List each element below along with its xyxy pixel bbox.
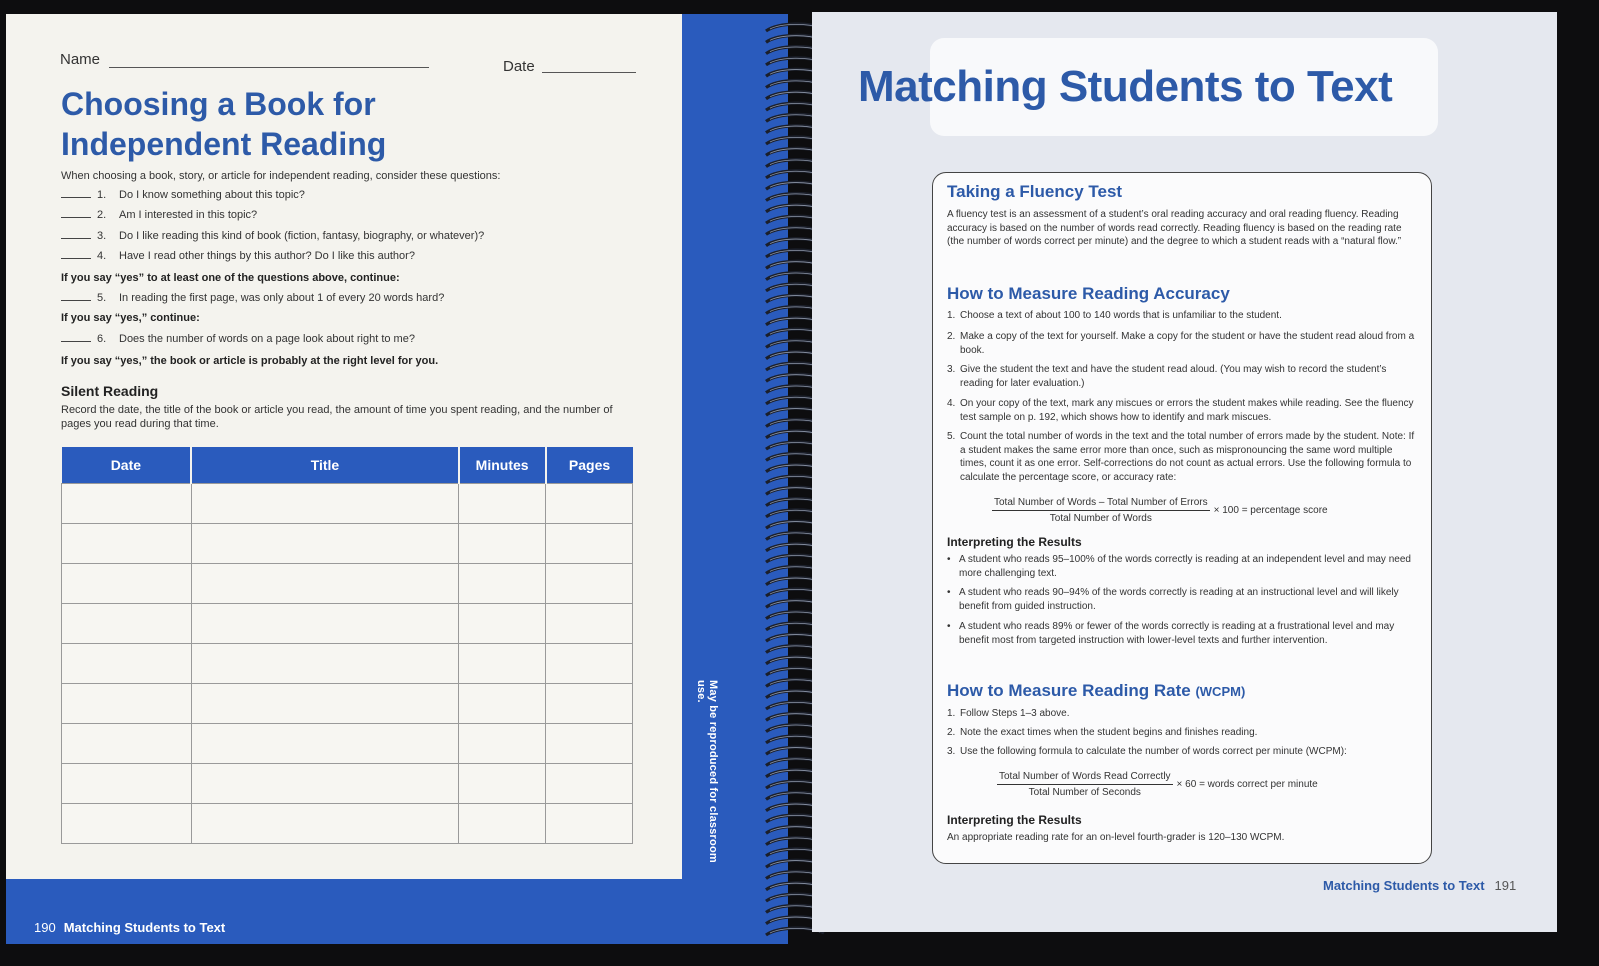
reproduction-note: May be reproduced for classroom use.: [695, 680, 719, 863]
step-number: 1.: [947, 708, 956, 719]
accuracy-heading: How to Measure Reading Accuracy: [947, 284, 1230, 303]
question-4: [61, 250, 415, 262]
table-cell[interactable]: [546, 604, 633, 644]
table-cell[interactable]: [459, 564, 546, 604]
formula-numerator: Total Number of Words Read Correctly: [997, 771, 1173, 785]
interpret-rate-text: An appropriate reading rate for an on-level fourth-grader is 120–130 WCPM.: [947, 832, 1285, 843]
accuracy-step-3: [947, 363, 1417, 390]
intro-text: When choosing a book, story, or article for independent reading, consider these questions:: [61, 170, 501, 182]
rate-formula: [997, 771, 1318, 798]
table-cell[interactable]: [546, 804, 633, 844]
right-footer: [1323, 878, 1516, 893]
step-number: 3.: [947, 746, 956, 757]
column-header-pages: Pages: [546, 447, 633, 484]
table-cell[interactable]: [62, 804, 192, 844]
condition-3: If you say “yes,” the book or article is probably at the right level for you.: [61, 355, 439, 367]
condition-2: If you say “yes,” continue:: [61, 312, 200, 324]
table-row: [62, 524, 633, 564]
question-text: Have I read other things by this author? Do I like this author?: [119, 250, 415, 262]
date-label: Date: [503, 58, 535, 75]
rate-heading: [947, 681, 1245, 701]
question-number: 5.: [97, 292, 107, 304]
table-cell[interactable]: [191, 604, 458, 644]
interpret-heading-1: Interpreting the Results: [947, 535, 1082, 549]
table-cell[interactable]: [191, 644, 458, 684]
table-cell[interactable]: [62, 684, 192, 724]
reading-log-table: [61, 447, 633, 844]
formula-numerator: Total Number of Words – Total Number of Errors: [992, 497, 1210, 511]
table-cell[interactable]: [191, 564, 458, 604]
table-cell[interactable]: [62, 604, 192, 644]
formula-denominator: Total Number of Words: [1049, 513, 1152, 524]
question-text: Am I interested in this topic?: [119, 209, 258, 221]
question-number: 3.: [97, 230, 107, 242]
formula-denominator: Total Number of Seconds: [1028, 787, 1141, 798]
table-cell[interactable]: [191, 764, 458, 804]
table-cell[interactable]: [62, 484, 192, 524]
table-row: [62, 764, 633, 804]
fluency-heading: Taking a Fluency Test: [947, 182, 1123, 201]
step-text: On your copy of the text, mark any miscues or errors the student makes while reading. See the fluency test sample on p. 192, which shows how to identify and mark miscues.: [960, 398, 1414, 423]
table-cell[interactable]: [62, 764, 192, 804]
left-page-number: 190: [34, 920, 56, 935]
silent-reading-text: Record the date, the title of the book or article you read, the amount of time you spent reading, and the number of pages you read during that time.: [61, 404, 613, 430]
table-cell[interactable]: [459, 604, 546, 644]
rate-step-2: [947, 726, 1417, 740]
table-cell[interactable]: [191, 724, 458, 764]
question-number: 2.: [97, 209, 107, 221]
date-line[interactable]: [542, 71, 636, 73]
step-number: 4.: [947, 398, 956, 409]
table-cell[interactable]: [62, 724, 192, 764]
column-header-minutes: Minutes: [459, 447, 546, 484]
table-row: [62, 604, 633, 644]
step-text: Choose a text of about 100 to 140 words that is unfamiliar to the student.: [960, 310, 1282, 321]
question-1: [61, 189, 305, 201]
table-cell[interactable]: [191, 804, 458, 844]
answer-blank-5[interactable]: [61, 300, 91, 301]
rate-heading-text: How to Measure Reading Rate: [947, 681, 1191, 700]
condition-1: If you say “yes” to at least one of the questions above, continue:: [61, 272, 400, 284]
step-number: 2.: [947, 331, 956, 342]
rate-step-3: [947, 745, 1417, 759]
formula-result: × 60 = words correct per minute: [1176, 779, 1318, 790]
table-cell[interactable]: [546, 684, 633, 724]
table-cell[interactable]: [191, 684, 458, 724]
table-cell[interactable]: [191, 484, 458, 524]
table-row: [62, 644, 633, 684]
table-row: [62, 484, 633, 524]
bullet-text: • A student who reads 95–100% of the words correctly is reading at an independent level and may need more challenging text.: [959, 554, 1411, 579]
table-cell[interactable]: [546, 484, 633, 524]
bullet-text: • A student who reads 89% or fewer of the words correctly is reading at a frustrational level and may benefit most from targeted instruction with lower-level texts and further intervention.: [959, 621, 1395, 646]
accuracy-step-1: [947, 309, 1417, 323]
table-cell[interactable]: [62, 524, 192, 564]
answer-blank-3[interactable]: [61, 238, 91, 239]
table-row: [62, 804, 633, 844]
question-text: Do I like reading this kind of book (fiction, fantasy, biography, or whatever)?: [119, 230, 485, 242]
table-cell[interactable]: [459, 484, 546, 524]
left-footer: [34, 920, 225, 935]
accuracy-formula: [992, 497, 1328, 524]
rate-step-1: [947, 707, 1417, 721]
table-row: [62, 724, 633, 764]
step-number: 1.: [947, 310, 956, 321]
table-cell[interactable]: [62, 644, 192, 684]
accuracy-step-2: [947, 330, 1417, 357]
step-text: Make a copy of the text for yourself. Make a copy for the student or have the student read aloud from a book.: [960, 331, 1415, 356]
question-text: Does the number of words on a page look about right to me?: [119, 333, 415, 345]
left-footer-title: Matching Students to Text: [63, 920, 226, 935]
table-row: [62, 564, 633, 604]
column-header-date: Date: [62, 447, 192, 484]
table-cell[interactable]: [546, 764, 633, 804]
step-number: 3.: [947, 364, 956, 375]
fluency-text: A fluency test is an assessment of a student’s oral reading accuracy and oral reading fluency. Reading accuracy is based on the number of words read correctly. Reading fluency is based on the reading rate (the number of words correct per minute) and the degree to which a student reads with a “natural flow.”: [947, 209, 1402, 247]
table-row: [62, 684, 633, 724]
question-3: [61, 230, 484, 242]
question-number: 4.: [97, 250, 107, 262]
interpret-heading-2: Interpreting the Results: [947, 813, 1082, 827]
silent-reading-heading: Silent Reading: [61, 383, 159, 399]
question-6: [61, 333, 415, 345]
step-text: Give the student the text and have the student read aloud. (You may wish to record the student’s reading for later evaluation.): [960, 364, 1387, 389]
right-page-title: Matching Students to Text: [858, 62, 1393, 111]
table-cell[interactable]: [62, 564, 192, 604]
interpret-bullet-3: [947, 620, 1417, 647]
interpret-bullet-2: [947, 586, 1417, 613]
reading-log-body: [62, 484, 633, 844]
step-text: Follow Steps 1–3 above.: [960, 708, 1070, 719]
table-cell[interactable]: [459, 804, 546, 844]
name-label: Name: [60, 51, 101, 68]
table-cell[interactable]: [191, 524, 458, 564]
question-5: [61, 292, 444, 304]
accuracy-step-4: [947, 397, 1417, 424]
table-cell[interactable]: [459, 644, 546, 684]
answer-blank-6[interactable]: [61, 341, 91, 342]
answer-blank-1[interactable]: [61, 197, 91, 198]
table-cell[interactable]: [546, 644, 633, 684]
formula-result: × 100 = percentage score: [1213, 505, 1328, 516]
table-cell[interactable]: [459, 684, 546, 724]
left-title-line-2: Independent Reading: [61, 126, 387, 162]
question-text: In reading the first page, was only about 1 of every 20 words hard?: [119, 292, 445, 304]
question-2: [61, 209, 257, 221]
rate-heading-abbr: (WCPM): [1195, 684, 1246, 699]
question-text: Do I know something about this topic?: [119, 189, 305, 201]
answer-blank-4[interactable]: [61, 258, 91, 259]
step-text: Count the total number of words in the text and the total number of errors made by the student. Note: If a student makes the same error more than once, such as mispronouncing the same word multiple times, count it as one error. Self-corrections do not count as actual errors. Use the following formula to calculate the percentage score, or accuracy rate:: [960, 431, 1415, 483]
right-footer-title: Matching Students to Text: [1323, 878, 1485, 893]
table-cell[interactable]: [546, 724, 633, 764]
question-number: 1.: [97, 189, 107, 201]
left-title-line-1: Choosing a Book for: [61, 86, 376, 122]
step-number: 2.: [947, 727, 956, 738]
table-cell[interactable]: [459, 724, 546, 764]
name-line[interactable]: [109, 66, 429, 68]
table-cell[interactable]: [459, 524, 546, 564]
table-cell[interactable]: [459, 764, 546, 804]
step-text: Note the exact times when the student begins and finishes reading.: [960, 727, 1258, 738]
interpret-bullet-1: [947, 553, 1417, 580]
column-header-title: Title: [191, 447, 458, 484]
table-cell[interactable]: [546, 524, 633, 564]
left-page-title: [61, 84, 386, 164]
answer-blank-2[interactable]: [61, 217, 91, 218]
right-page-number: 191: [1494, 878, 1517, 893]
step-text: Use the following formula to calculate the number of words correct per minute (WCPM):: [960, 746, 1347, 757]
table-cell[interactable]: [546, 564, 633, 604]
accuracy-step-5: [947, 430, 1417, 484]
step-number: 5.: [947, 431, 956, 442]
question-number: 6.: [97, 333, 107, 345]
bullet-text: • A student who reads 90–94% of the words correctly is reading at an instructional level and will likely benefit from guided instruction.: [959, 587, 1399, 612]
